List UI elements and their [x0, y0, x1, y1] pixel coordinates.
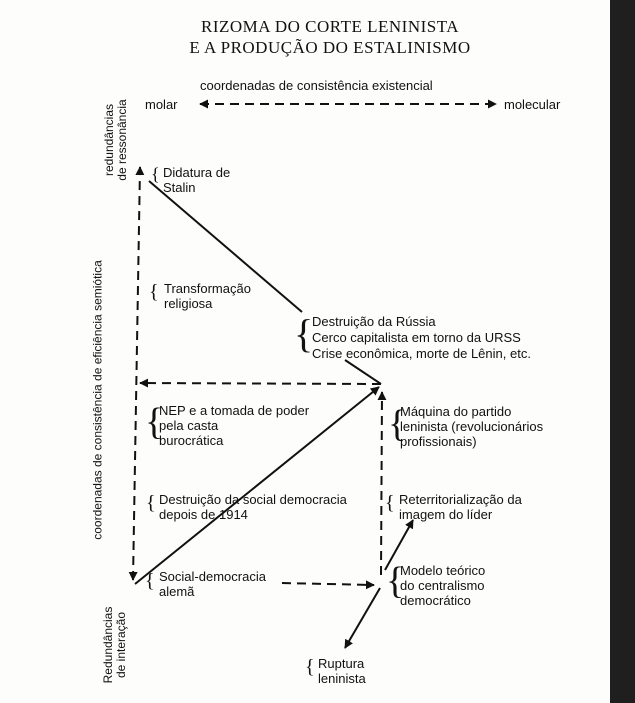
link-modelo-to-maquina [381, 392, 382, 575]
axis-end-molar: molar [145, 97, 178, 112]
brace-nep: { [145, 401, 164, 443]
node-reterritorializacao [399, 492, 522, 522]
brace-destruicao-russia: { [294, 311, 314, 356]
link-to-ruptura [345, 588, 380, 648]
node-social-democracia-line-2: alemã [159, 584, 195, 599]
link-social-to-modelo [282, 583, 374, 585]
link-russia-vertex [345, 360, 381, 384]
brace-reterritorializacao: { [385, 492, 395, 514]
node-maquina-line-1: Máquina do partido [400, 404, 512, 419]
node-modelo [400, 563, 485, 608]
node-destruicao-russia [312, 314, 531, 362]
vertical-axis-arrow [133, 167, 140, 580]
horizontal-axis-title: coordenadas de consistência existencial [200, 78, 433, 93]
node-destruicao-russia-line-1: Destruição da Rússia [312, 314, 436, 329]
node-ruptura [318, 656, 366, 686]
brace-maquina: { [388, 403, 407, 445]
node-transformacao [164, 281, 251, 311]
axis-end-molecular: molecular [504, 97, 561, 112]
node-nep-line-1: NEP e a tomada de poder [159, 403, 310, 418]
node-modelo-line-1: Modelo teórico [400, 563, 486, 578]
brace-destruicao-social: { [146, 492, 156, 514]
brace-transformacao: { [149, 281, 159, 303]
node-maquina-line-2: leninista (revolucionários [400, 419, 544, 434]
node-modelo-line-3: democrático [400, 593, 471, 608]
node-maquina [400, 404, 543, 449]
node-ruptura-line-1: Ruptura [318, 656, 365, 671]
brace-ruptura: { [305, 656, 315, 678]
node-reterritorializacao-line-1: Reterritorialização da [399, 492, 522, 507]
node-social-democracia-line-1: Social-democracia [159, 569, 266, 584]
node-maquina-line-3: profissionais) [400, 434, 477, 449]
axis-end-top-line-1: redundâncias [102, 103, 116, 177]
brace-social-democracia: { [145, 570, 155, 592]
node-destruicao-russia-line-3: Crise econômica, morte de Lênin, etc. [312, 346, 531, 361]
link-vertex-to-left [140, 383, 381, 384]
node-modelo-line-2: do centralismo [400, 578, 485, 593]
node-stalin-line-1: Didatura de [163, 165, 231, 180]
node-stalin-line-2: Stalin [163, 180, 196, 195]
vertical-axis-title: coordenadas de consistência de eficiência semiótica [90, 260, 105, 540]
node-nep [159, 403, 309, 448]
diagram-title-line-2: E A PRODUÇÃO DO ESTALINISMO [189, 38, 471, 57]
axis-end-bottom [102, 607, 128, 684]
diagram-title-line-1: RIZOMA DO CORTE LENINISTA [200, 17, 460, 36]
node-transformacao-line-1: Transformação [164, 281, 251, 296]
axis-end-top [103, 99, 129, 180]
node-social-democracia [159, 569, 266, 599]
node-destruicao-russia-line-2: Cerco capitalista em torno da URSS [312, 330, 521, 345]
scan-edge [610, 0, 635, 703]
node-destruicao-social [159, 492, 347, 522]
node-ruptura-line-2: leninista [318, 671, 366, 686]
node-nep-line-3: burocrática [159, 433, 224, 448]
axis-end-bottom-line-1: Redundâncias [101, 606, 115, 684]
node-transformacao-line-2: religiosa [164, 296, 213, 311]
axis-end-bottom-line-2: de interação [114, 611, 128, 679]
node-stalin [163, 165, 230, 195]
brace-stalin: { [151, 164, 160, 184]
axis-end-top-line-2: de ressonância [115, 99, 129, 181]
node-destruicao-social-line-2: depois de 1914 [159, 507, 248, 522]
node-reterritorializacao-line-2: imagem do líder [399, 507, 493, 522]
node-nep-line-2: pela casta [159, 418, 219, 433]
node-destruicao-social-line-1: Destruição da social democracia [159, 492, 347, 507]
brace-modelo: { [386, 560, 405, 602]
